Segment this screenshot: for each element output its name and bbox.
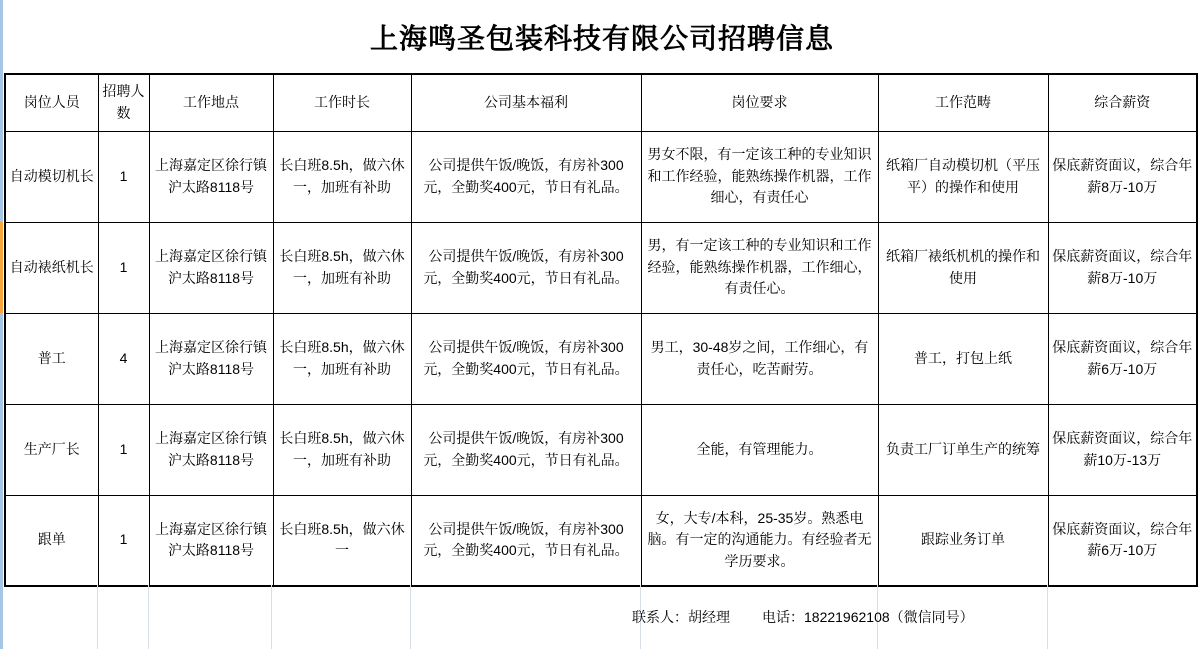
cell-requirements: 男，有一定该工种的专业知识和工作经验，能熟练操作机器，工作细心，有责任心。 bbox=[641, 222, 878, 313]
cell-salary: 保底薪资面议，综合年薪8万-10万 bbox=[1048, 222, 1197, 313]
contact-phone: 电话：18221962108（微信同号） bbox=[762, 609, 974, 625]
cell-location: 上海嘉定区徐行镇沪太路8118号 bbox=[149, 222, 273, 313]
cell-scope: 负责工厂订单生产的统筹 bbox=[878, 404, 1048, 495]
cell-requirements: 全能，有管理能力。 bbox=[641, 404, 878, 495]
cell-requirements: 女，大专/本科，25-35岁。熟悉电脑。有一定的沟通能力。有经验者无学历要求。 bbox=[641, 495, 878, 586]
col-header-salary: 综合薪资 bbox=[1048, 74, 1197, 131]
cell-scope: 普工，打包上纸 bbox=[878, 313, 1048, 404]
cell-hours: 长白班8.5h，做六休一，加班有补助 bbox=[273, 404, 411, 495]
col-header-hours: 工作时长 bbox=[273, 74, 411, 131]
cell-requirements: 男工，30-48岁之间，工作细心，有责任心，吃苦耐劳。 bbox=[641, 313, 878, 404]
footer-gridline bbox=[148, 585, 149, 649]
cell-hours: 长白班8.5h，做六休一，加班有补助 bbox=[273, 222, 411, 313]
col-header-requirements: 岗位要求 bbox=[641, 74, 878, 131]
table-row bbox=[5, 131, 1197, 222]
cell-headcount: 1 bbox=[98, 495, 149, 586]
table-row bbox=[5, 404, 1197, 495]
cell-salary: 保底薪资面议，综合年薪10万-13万 bbox=[1048, 404, 1197, 495]
footer-gridline bbox=[97, 585, 98, 649]
cell-position: 自动模切机长 bbox=[5, 131, 98, 222]
page-title: 上海鸣圣包装科技有限公司招聘信息 bbox=[369, 22, 834, 54]
cell-headcount: 4 bbox=[98, 313, 149, 404]
cell-salary: 保底薪资面议，综合年薪6万-10万 bbox=[1048, 495, 1197, 586]
col-header-scope: 工作范畴 bbox=[878, 74, 1048, 131]
recruitment-table bbox=[4, 73, 1198, 587]
col-header-position: 岗位人员 bbox=[5, 74, 98, 131]
cell-hours: 长白班8.5h，做六休一，加班有补助 bbox=[273, 131, 411, 222]
cell-hours: 长白班8.5h，做六休一，加班有补助 bbox=[273, 313, 411, 404]
cell-location: 上海嘉定区徐行镇沪太路8118号 bbox=[149, 495, 273, 586]
cell-scope: 纸箱厂裱纸机机的操作和使用 bbox=[878, 222, 1048, 313]
cell-scope: 纸箱厂自动模切机（平压平）的操作和使用 bbox=[878, 131, 1048, 222]
left-row-indicator-stripe bbox=[0, 0, 3, 649]
cell-benefits: 公司提供午饭/晚饭，有房补300元，全勤奖400元，节日有礼品。 bbox=[411, 313, 641, 404]
table-header-row bbox=[5, 74, 1197, 131]
contact-info bbox=[632, 585, 974, 649]
cell-benefits: 公司提供午饭/晚饭，有房补300元，全勤奖400元，节日有礼品。 bbox=[411, 404, 641, 495]
table-row bbox=[5, 495, 1197, 586]
footer-gridline bbox=[410, 585, 411, 649]
cell-position: 生产厂长 bbox=[5, 404, 98, 495]
cell-salary: 保底薪资面议，综合年薪6万-10万 bbox=[1048, 313, 1197, 404]
footer-gridline bbox=[1047, 585, 1048, 649]
col-header-benefits: 公司基本福利 bbox=[411, 74, 641, 131]
footer-area bbox=[0, 585, 1204, 649]
cell-hours: 长白班8.5h，做六休一 bbox=[273, 495, 411, 586]
cell-scope: 跟踪业务订单 bbox=[878, 495, 1048, 586]
row-2-orange-indicator bbox=[0, 222, 3, 313]
cell-benefits: 公司提供午饭/晚饭，有房补300元，全勤奖400元，节日有礼品。 bbox=[411, 222, 641, 313]
contact-person: 联系人：胡经理 bbox=[632, 609, 730, 625]
cell-position: 跟单 bbox=[5, 495, 98, 586]
cell-requirements: 男女不限，有一定该工种的专业知识和工作经验，能熟练操作机器，工作细心，有责任心 bbox=[641, 131, 878, 222]
cell-location: 上海嘉定区徐行镇沪太路8118号 bbox=[149, 404, 273, 495]
col-header-headcount: 招聘人数 bbox=[98, 74, 149, 131]
footer-gridline bbox=[271, 585, 272, 649]
cell-benefits: 公司提供午饭/晚饭，有房补300元，全勤奖400元，节日有礼品。 bbox=[411, 495, 641, 586]
cell-headcount: 1 bbox=[98, 404, 149, 495]
cell-salary: 保底薪资面议，综合年薪8万-10万 bbox=[1048, 131, 1197, 222]
cell-location: 上海嘉定区徐行镇沪太路8118号 bbox=[149, 313, 273, 404]
table-row bbox=[5, 222, 1197, 313]
col-header-location: 工作地点 bbox=[149, 74, 273, 131]
cell-benefits: 公司提供午饭/晚饭，有房补300元，全勤奖400元，节日有礼品。 bbox=[411, 131, 641, 222]
table-row bbox=[5, 313, 1197, 404]
cell-headcount: 1 bbox=[98, 222, 149, 313]
cell-location: 上海嘉定区徐行镇沪太路8118号 bbox=[149, 131, 273, 222]
cell-position: 自动裱纸机长 bbox=[5, 222, 98, 313]
cell-position: 普工 bbox=[5, 313, 98, 404]
cell-headcount: 1 bbox=[98, 131, 149, 222]
